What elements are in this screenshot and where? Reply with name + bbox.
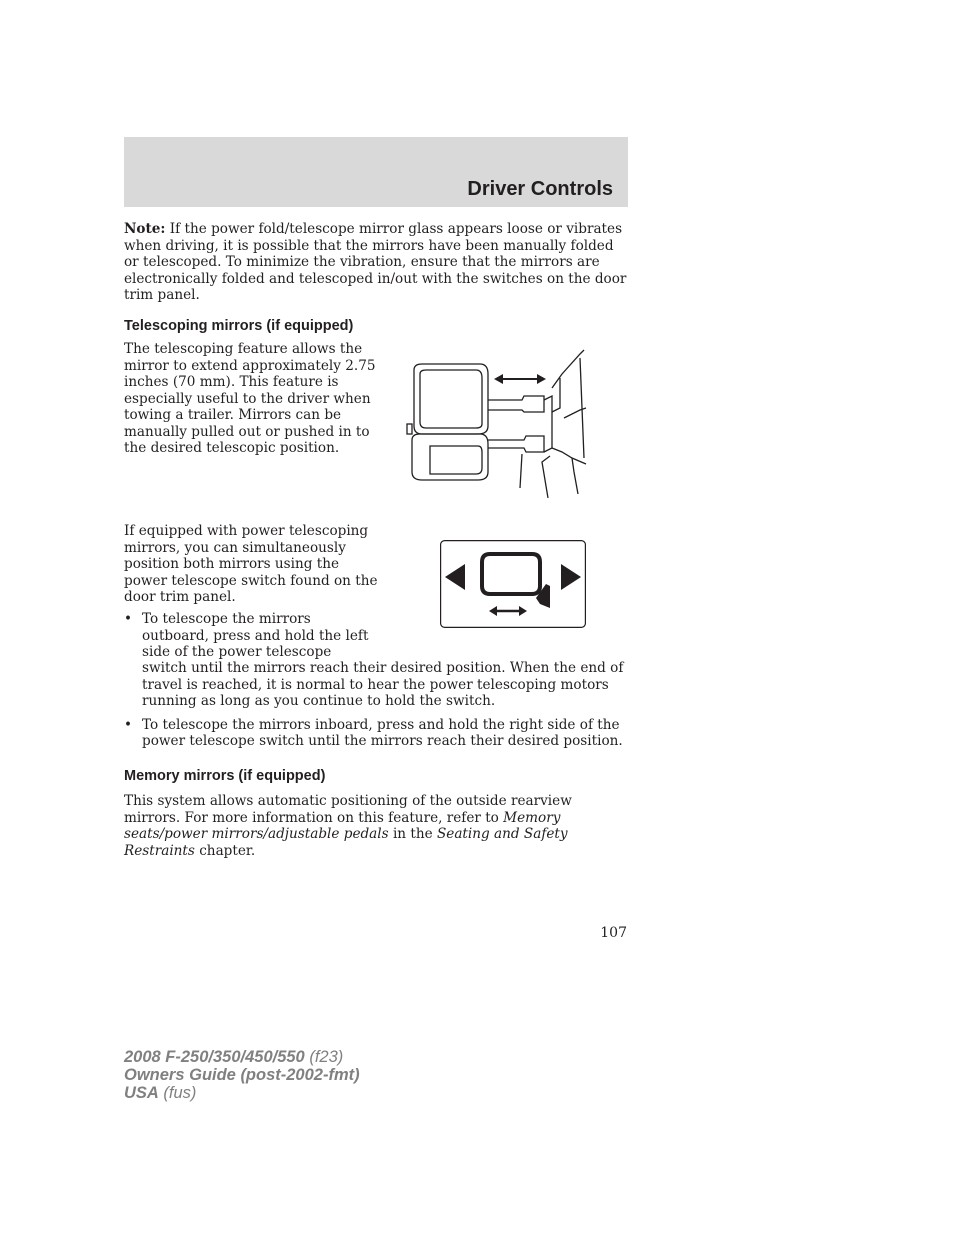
telescoping-paragraph: The telescoping feature allows the mirror to extend approximately 2.75 inches (70 mm). This feature is especially useful to the driver when towing a trailer. Mirrors can be manually pulled out or pushed in to the desired telescopic position. xyxy=(124,341,376,456)
power-telescoping-paragraph: If equipped with power telescoping mirrors, you can simultaneously position both mirrors using the power telescope switch found on the door trim panel. xyxy=(124,523,378,605)
power-telescope-switch-illustration xyxy=(440,540,586,628)
note-text: If the power fold/telescope mirror glass appears loose or vibrates when driving, it is possible that the mirrors have been manually folded or telescoped. To minimize the vibration, ensure that the mirrors are electronically folded and telescoped in/out with the switches on the door trim panel. xyxy=(124,221,627,303)
telescope-double-arrow-icon xyxy=(494,374,546,384)
memory-reference-link: Memory seats/power mirrors/adjustable pedals xyxy=(124,809,561,842)
bullet-line: outboard, press and hold the left xyxy=(142,627,369,644)
switch-telescope-arrow-icon xyxy=(489,606,527,616)
switch-left-arrow-icon xyxy=(445,564,465,590)
bullet-line: side of the power telescope xyxy=(142,644,332,660)
bullet-dot: • xyxy=(124,717,133,733)
chapter-reference: Seating and Safety Restraints xyxy=(124,826,568,859)
memory-text: This system allows automatic positioning of the outside rearview mirrors. For more information on this feature, refer to xyxy=(124,793,572,826)
switch-mirror-icon xyxy=(482,554,550,608)
bullet-line: To telescope the mirrors inboard, press and hold the right side of the xyxy=(142,717,620,733)
memory-text: chapter. xyxy=(194,842,256,859)
footer-line-market: USA (fus) xyxy=(124,1084,197,1102)
footer-line-guide: Owners Guide (post-2002-fmt) xyxy=(124,1066,360,1084)
bullet-line: switch until the mirrors reach their desired position. When the end of xyxy=(142,660,624,676)
bullet-line: power telescope switch until the mirrors reach their desired position. xyxy=(142,733,623,749)
switch-right-arrow-icon xyxy=(561,564,581,590)
note-paragraph xyxy=(124,221,630,304)
document-footer xyxy=(124,1048,360,1102)
bullet-line: running as long as you continue to hold the switch. xyxy=(142,693,496,709)
memory-text: in the xyxy=(388,826,437,842)
memory-paragraph xyxy=(124,793,630,859)
section-title: Driver Controls xyxy=(467,178,613,200)
section-header-band xyxy=(124,137,628,207)
telescoping-mirror-illustration xyxy=(402,348,588,498)
bullet-dot: • xyxy=(124,611,133,627)
page-number: 107 xyxy=(600,925,627,941)
note-label: Note: xyxy=(124,221,166,237)
telescoping-heading: Telescoping mirrors (if equipped) xyxy=(124,318,354,334)
footer-line-model: 2008 F-250/350/450/550 (f23) xyxy=(124,1048,344,1066)
bullet-line: To telescope the mirrors xyxy=(142,611,311,627)
memory-heading: Memory mirrors (if equipped) xyxy=(124,768,326,784)
bullet-line: travel is reached, it is normal to hear the power telescoping motors xyxy=(142,676,609,693)
